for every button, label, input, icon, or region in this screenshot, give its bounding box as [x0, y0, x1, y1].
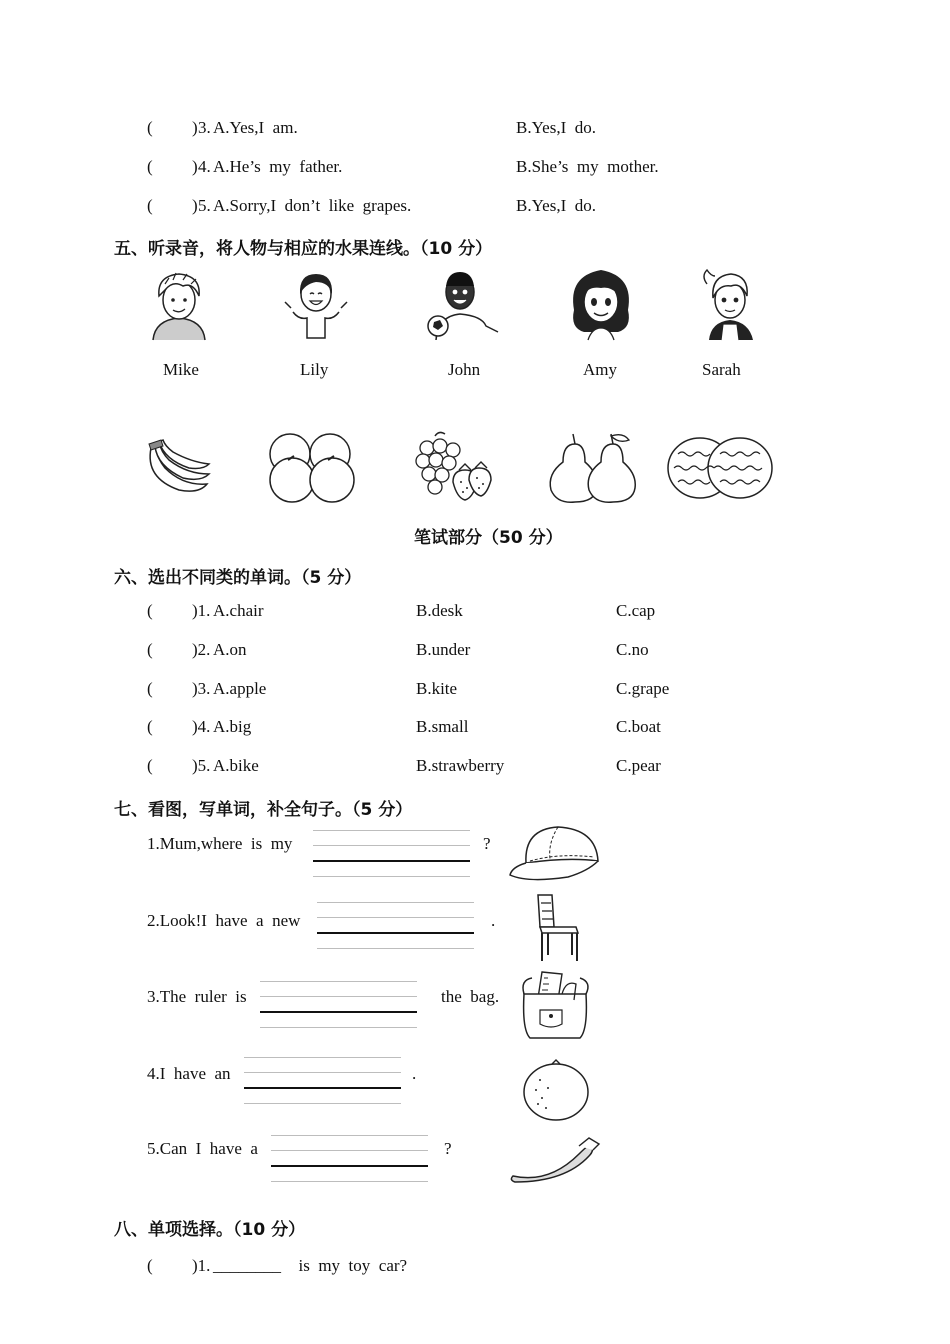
item-number: 3. [198, 118, 211, 137]
sentence-2-text: 2.Look!I have a new [147, 911, 301, 930]
answer-paren[interactable]: ( [147, 118, 153, 137]
option-c: C.no [616, 640, 649, 659]
section-8-title: 八、单项选择。（10 分） [114, 1220, 306, 1240]
answer-paren[interactable]: ( [147, 679, 153, 698]
section-6-title: 六、选出不同类的单词。（5 分） [114, 568, 362, 588]
person-name-lily: Lily [300, 360, 329, 379]
writing-lines-3[interactable] [260, 981, 417, 1029]
option-b: B.Yes,I do. [516, 196, 596, 215]
answer-paren[interactable]: ( [147, 1256, 153, 1275]
sentence-2-end: . [491, 911, 496, 930]
option-a: A.apple [213, 679, 267, 698]
answer-paren[interactable]: ( [147, 640, 153, 659]
item-close-paren: ) [192, 196, 198, 215]
sentence-4-end: . [412, 1064, 417, 1083]
option-b: B.under [416, 640, 471, 659]
ruler-in-bag-icon [518, 970, 594, 1042]
answer-paren[interactable]: ( [147, 756, 153, 775]
item-number: )3. [192, 679, 211, 698]
item-number: )4. [192, 717, 211, 736]
option-a: A.Yes,I am. [213, 118, 298, 137]
item-number: )1. [192, 601, 211, 620]
sentence-5-end: ? [444, 1139, 452, 1158]
grapes-strawberries-icon [413, 430, 493, 504]
banana-icon [509, 1136, 601, 1186]
option-c: C.cap [616, 601, 656, 620]
john-portrait-icon [418, 266, 500, 340]
item-number: )2. [192, 640, 211, 659]
option-b: B.strawberry [416, 756, 505, 775]
question-text: is my toy car? [290, 1256, 408, 1275]
sentence-1-end: ? [483, 834, 491, 853]
option-b: B.small [416, 717, 469, 736]
sentence-3-end: the bag. [441, 987, 500, 1006]
oranges-icon [266, 430, 358, 504]
item-close-paren: ) [192, 157, 198, 176]
option-b: B.She’s my mother. [516, 157, 659, 176]
writing-lines-1[interactable] [313, 830, 470, 878]
option-a: A.chair [213, 601, 264, 620]
answer-paren[interactable]: ( [147, 196, 153, 215]
watermelons-icon [664, 430, 776, 502]
sarah-portrait-icon [697, 266, 763, 340]
option-b: B.Yes,I do. [516, 118, 596, 137]
answer-paren[interactable]: ( [147, 601, 153, 620]
option-a: A.He’s my father. [213, 157, 343, 176]
item-number: )5. [192, 756, 211, 775]
person-name-amy: Amy [583, 360, 617, 379]
section-5-title: 五、听录音，将人物与相应的水果连线。（10 分） [114, 239, 493, 259]
item-number: 4. [198, 157, 211, 176]
orange-icon [520, 1058, 592, 1122]
sentence-4-text: 4.I have an [147, 1064, 231, 1083]
cap-icon [508, 823, 604, 885]
item-number: )1. [192, 1256, 211, 1275]
answer-paren[interactable]: ( [147, 157, 153, 176]
bananas-icon [143, 438, 213, 496]
item-number: 5. [198, 196, 211, 215]
writing-lines-2[interactable] [317, 902, 474, 950]
option-a: A.bike [213, 756, 259, 775]
sentence-5-text: 5.Can I have a [147, 1139, 258, 1158]
fill-blank[interactable]: ________ [213, 1256, 281, 1275]
pears-icon [543, 430, 637, 504]
section-7-title: 七、看图，写单词，补全句子。（5 分） [114, 800, 413, 820]
amy-portrait-icon [566, 266, 636, 340]
option-a: A.on [213, 640, 247, 659]
option-a: A.Sorry,I don’t like grapes. [213, 196, 412, 215]
sentence-3-text: 3.The ruler is [147, 987, 247, 1006]
option-b: B.kite [416, 679, 458, 698]
person-name-mike: Mike [163, 360, 199, 379]
answer-paren[interactable]: ( [147, 717, 153, 736]
option-c: C.grape [616, 679, 670, 698]
item-close-paren: ) [192, 118, 198, 137]
option-a: A.big [213, 717, 252, 736]
lily-portrait-icon [283, 268, 349, 340]
person-name-sarah: Sarah [702, 360, 741, 379]
writing-lines-4[interactable] [244, 1057, 401, 1105]
chair-icon [532, 893, 580, 963]
person-name-john: John [448, 360, 481, 379]
writing-lines-5[interactable] [271, 1135, 428, 1183]
written-section-header: 笔试部分（50 分） [414, 528, 563, 548]
option-c: C.pear [616, 756, 661, 775]
sentence-1-text: 1.Mum,where is my [147, 834, 293, 853]
mike-portrait-icon [143, 268, 215, 340]
option-c: C.boat [616, 717, 661, 736]
option-b: B.desk [416, 601, 463, 620]
